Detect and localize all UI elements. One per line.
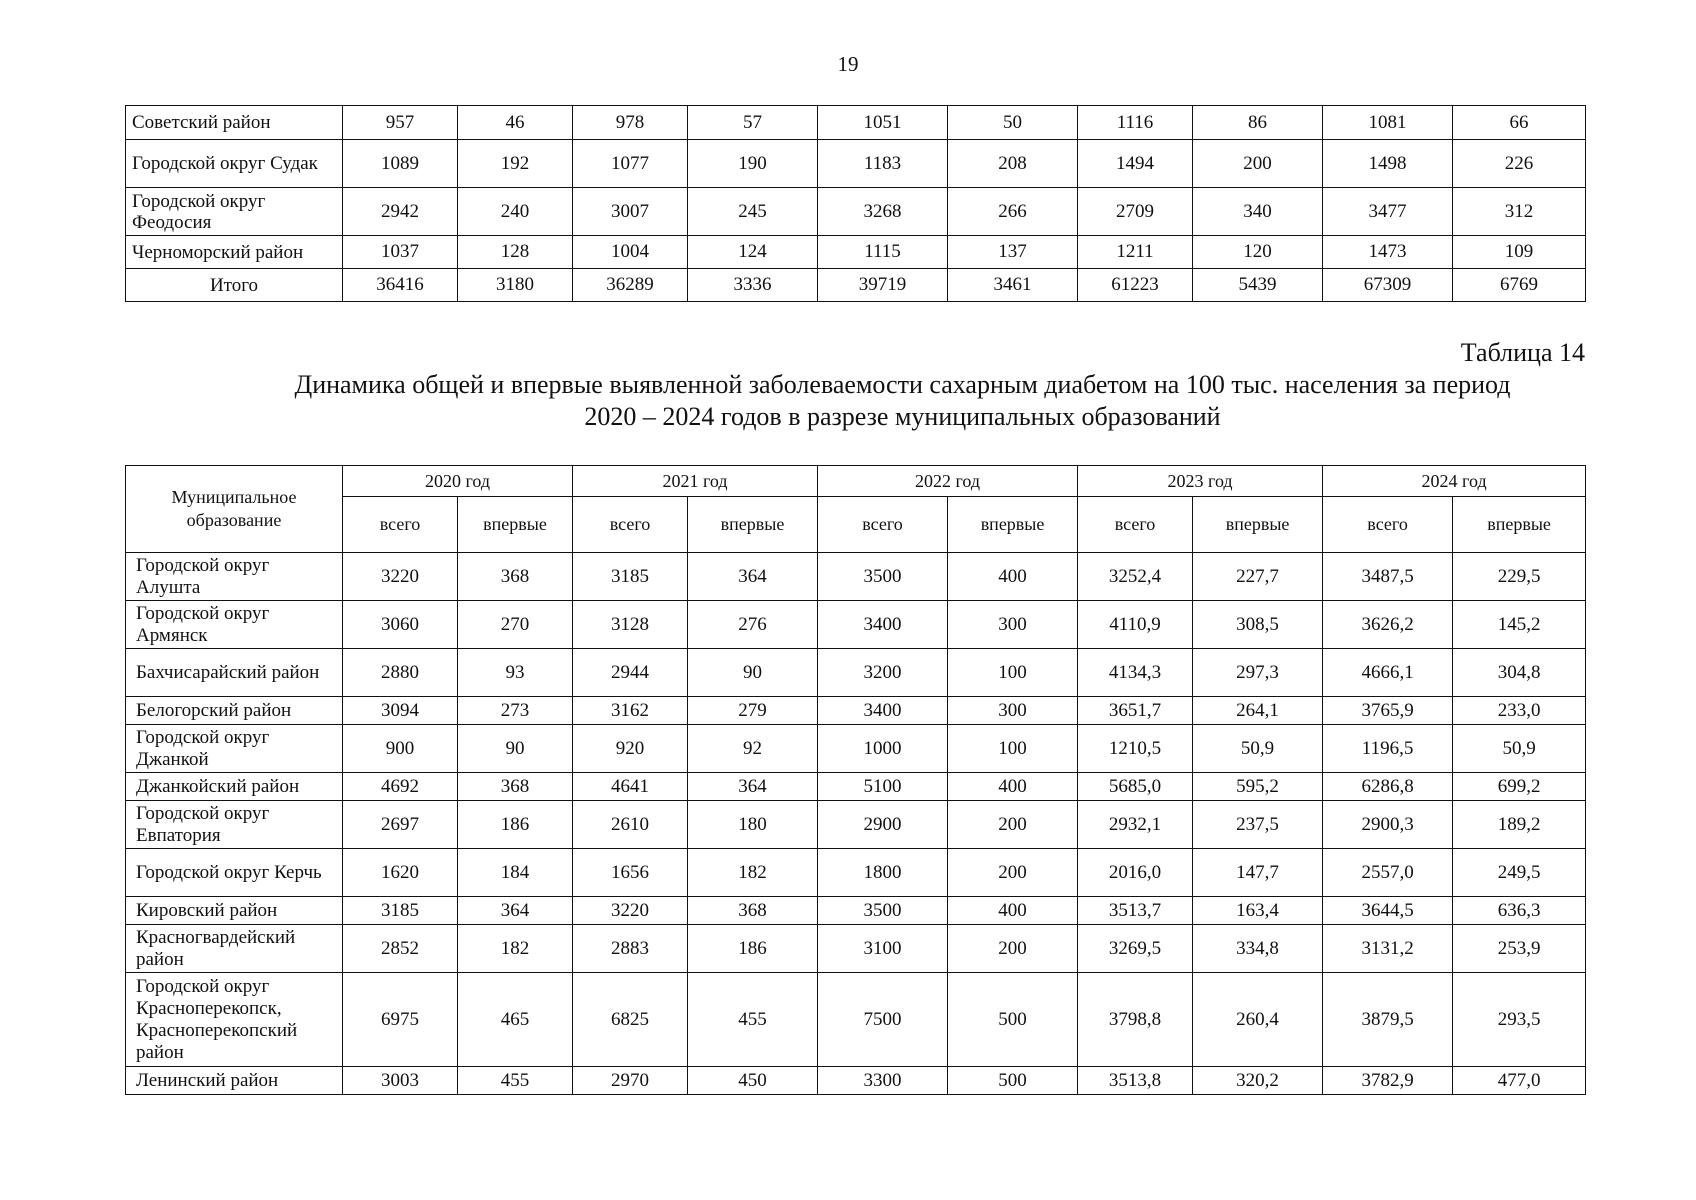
column-header-year: 2023 год [1078, 466, 1323, 497]
cell: 957 [343, 106, 458, 140]
cell: 1473 [1323, 236, 1453, 269]
cell: 233,0 [1453, 697, 1586, 725]
row-name: Городской округ Армянск [126, 601, 343, 649]
cell: 1498 [1323, 140, 1453, 188]
cell: 2900,3 [1323, 801, 1453, 849]
cell: 36289 [573, 269, 688, 302]
cell: 182 [688, 849, 818, 897]
cell: 1494 [1078, 140, 1193, 188]
cell: 253,9 [1453, 925, 1586, 973]
cell: 364 [688, 553, 818, 601]
cell: 264,1 [1193, 697, 1323, 725]
cell: 66 [1453, 106, 1586, 140]
cell: 1620 [343, 849, 458, 897]
cell: 90 [688, 649, 818, 697]
cell: 1800 [818, 849, 948, 897]
cell: 200 [1193, 140, 1323, 188]
row-name: Городской округ Джанкой [126, 725, 343, 773]
cell: 699,2 [1453, 773, 1586, 801]
cell: 245 [688, 188, 818, 236]
cell: 109 [1453, 236, 1586, 269]
cell: 6286,8 [1323, 773, 1453, 801]
cell: 1211 [1078, 236, 1193, 269]
column-header-total: всего [1078, 497, 1193, 553]
table-row [126, 697, 1586, 725]
cell: 145,2 [1453, 601, 1586, 649]
cell: 3100 [818, 925, 948, 973]
column-header-year: 2021 год [573, 466, 818, 497]
column-header-total: всего [343, 497, 458, 553]
table-row [126, 973, 1586, 1067]
cell: 1037 [343, 236, 458, 269]
cell: 7500 [818, 973, 948, 1067]
cell: 3513,7 [1078, 897, 1193, 925]
cell: 260,4 [1193, 973, 1323, 1067]
table-row [126, 849, 1586, 897]
cell: 190 [688, 140, 818, 188]
row-name: Итого [126, 269, 343, 302]
cell: 208 [948, 140, 1078, 188]
cell: 636,3 [1453, 897, 1586, 925]
cell: 4692 [343, 773, 458, 801]
cell: 4666,1 [1323, 649, 1453, 697]
cell: 180 [688, 801, 818, 849]
row-name: Советский район [126, 106, 343, 140]
cell: 1081 [1323, 106, 1453, 140]
cell: 3131,2 [1323, 925, 1453, 973]
cell: 3094 [343, 697, 458, 725]
cell: 189,2 [1453, 801, 1586, 849]
cell: 3300 [818, 1067, 948, 1095]
cell: 1210,5 [1078, 725, 1193, 773]
cell: 4110,9 [1078, 601, 1193, 649]
cell: 978 [573, 106, 688, 140]
cell: 3220 [343, 553, 458, 601]
cell: 300 [948, 697, 1078, 725]
table-label: Таблица 14 [1460, 338, 1585, 367]
cell: 3400 [818, 697, 948, 725]
cell: 86 [1193, 106, 1323, 140]
cell: 6825 [573, 973, 688, 1067]
cell: 227,7 [1193, 553, 1323, 601]
cell: 3220 [573, 897, 688, 925]
cell: 6975 [343, 973, 458, 1067]
cell: 3128 [573, 601, 688, 649]
cell: 182 [458, 925, 573, 973]
cell: 2610 [573, 801, 688, 849]
cell: 400 [948, 773, 1078, 801]
cell: 3644,5 [1323, 897, 1453, 925]
cell: 3461 [948, 269, 1078, 302]
cell: 1115 [818, 236, 948, 269]
cell: 3252,4 [1078, 553, 1193, 601]
cell: 100 [948, 649, 1078, 697]
cell: 192 [458, 140, 573, 188]
header-row [126, 497, 1586, 553]
cell: 2970 [573, 1067, 688, 1095]
cell: 279 [688, 697, 818, 725]
cell: 3185 [343, 897, 458, 925]
cell: 2944 [573, 649, 688, 697]
cell: 61223 [1078, 269, 1193, 302]
cell: 200 [948, 801, 1078, 849]
table-row [126, 1067, 1586, 1095]
cell: 5439 [1193, 269, 1323, 302]
column-header-total: всего [818, 497, 948, 553]
cell: 50 [948, 106, 1078, 140]
cell: 1051 [818, 106, 948, 140]
table-row [126, 188, 1586, 236]
cell: 93 [458, 649, 573, 697]
table-row [126, 897, 1586, 925]
cell: 297,3 [1193, 649, 1323, 697]
cell: 368 [458, 773, 573, 801]
cell: 368 [688, 897, 818, 925]
cell: 186 [458, 801, 573, 849]
column-header-first: впервые [458, 497, 573, 553]
table-title-line: 2020 – 2024 годов в разрезе муниципальных образований [584, 402, 1221, 431]
cell: 1004 [573, 236, 688, 269]
cell: 2016,0 [1078, 849, 1193, 897]
page-number: 19 [837, 52, 859, 76]
cell: 450 [688, 1067, 818, 1095]
cell: 3782,9 [1323, 1067, 1453, 1095]
cell: 364 [458, 897, 573, 925]
cell: 3879,5 [1323, 973, 1453, 1067]
table-row [126, 236, 1586, 269]
cell: 200 [948, 925, 1078, 973]
cell: 3060 [343, 601, 458, 649]
cell: 320,2 [1193, 1067, 1323, 1095]
cell: 455 [688, 973, 818, 1067]
table-row [126, 601, 1586, 649]
cell: 500 [948, 1067, 1078, 1095]
cell: 3162 [573, 697, 688, 725]
cell: 3651,7 [1078, 697, 1193, 725]
cell: 340 [1193, 188, 1323, 236]
cell: 2883 [573, 925, 688, 973]
cell: 293,5 [1453, 973, 1586, 1067]
cell: 3180 [458, 269, 573, 302]
cell: 5685,0 [1078, 773, 1193, 801]
column-header-year: 2024 год [1323, 466, 1586, 497]
cell: 4134,3 [1078, 649, 1193, 697]
row-name: Красногвардейский район [126, 925, 343, 973]
column-header-first: впервые [948, 497, 1078, 553]
cell: 3500 [818, 897, 948, 925]
cell: 237,5 [1193, 801, 1323, 849]
cell: 240 [458, 188, 573, 236]
table-row [126, 773, 1586, 801]
cell: 3513,8 [1078, 1067, 1193, 1095]
cell: 1196,5 [1323, 725, 1453, 773]
cell: 229,5 [1453, 553, 1586, 601]
table-row [126, 649, 1586, 697]
table-row [126, 140, 1586, 188]
cell: 308,5 [1193, 601, 1323, 649]
table-title [230, 369, 1575, 433]
cell: 1089 [343, 140, 458, 188]
cell: 2942 [343, 188, 458, 236]
cell: 3269,5 [1078, 925, 1193, 973]
row-name: Белогорский район [126, 697, 343, 725]
row-name: Джанкойский район [126, 773, 343, 801]
cell: 2900 [818, 801, 948, 849]
cell: 364 [688, 773, 818, 801]
cell: 334,8 [1193, 925, 1323, 973]
row-name: Городской округ Алушта [126, 553, 343, 601]
cell: 137 [948, 236, 1078, 269]
cell: 163,4 [1193, 897, 1323, 925]
cell: 50,9 [1453, 725, 1586, 773]
cell: 304,8 [1453, 649, 1586, 697]
cell: 3626,2 [1323, 601, 1453, 649]
cell: 270 [458, 601, 573, 649]
cell: 455 [458, 1067, 573, 1095]
cell: 5100 [818, 773, 948, 801]
cell: 1077 [573, 140, 688, 188]
cell: 3765,9 [1323, 697, 1453, 725]
cell: 477,0 [1453, 1067, 1586, 1095]
cell: 46 [458, 106, 573, 140]
row-name: Городской округ Керчь [126, 849, 343, 897]
cell: 124 [688, 236, 818, 269]
column-header-total: всего [573, 497, 688, 553]
table-row [126, 553, 1586, 601]
cell: 400 [948, 897, 1078, 925]
cell: 6769 [1453, 269, 1586, 302]
cell: 368 [458, 553, 573, 601]
cell: 3500 [818, 553, 948, 601]
cell: 147,7 [1193, 849, 1323, 897]
row-name: Ленинский район [126, 1067, 343, 1095]
cell: 273 [458, 697, 573, 725]
table-row [126, 925, 1586, 973]
cell: 92 [688, 725, 818, 773]
cell: 900 [343, 725, 458, 773]
row-name: Черноморский район [126, 236, 343, 269]
cell: 465 [458, 973, 573, 1067]
row-name: Кировский район [126, 897, 343, 925]
cell: 4641 [573, 773, 688, 801]
cell: 2709 [1078, 188, 1193, 236]
cell: 3185 [573, 553, 688, 601]
cell: 120 [1193, 236, 1323, 269]
cell: 2932,1 [1078, 801, 1193, 849]
cell: 200 [948, 849, 1078, 897]
cell: 3003 [343, 1067, 458, 1095]
table-row [126, 801, 1586, 849]
cell: 67309 [1323, 269, 1453, 302]
cell: 50,9 [1193, 725, 1323, 773]
cell: 3400 [818, 601, 948, 649]
cell: 3487,5 [1323, 553, 1453, 601]
cell: 1000 [818, 725, 948, 773]
column-header-first: впервые [1453, 497, 1586, 553]
row-name: Городской округ Судак [126, 140, 343, 188]
row-name: Городской округ Евпатория [126, 801, 343, 849]
cell: 90 [458, 725, 573, 773]
column-header-year: 2020 год [343, 466, 573, 497]
cell: 186 [688, 925, 818, 973]
cell: 2880 [343, 649, 458, 697]
cell: 100 [948, 725, 1078, 773]
table-row [126, 725, 1586, 773]
cell: 276 [688, 601, 818, 649]
cell: 39719 [818, 269, 948, 302]
column-header-first: впервые [1193, 497, 1323, 553]
cell: 920 [573, 725, 688, 773]
cell: 312 [1453, 188, 1586, 236]
cell: 400 [948, 553, 1078, 601]
row-name: Бахчисарайский район [126, 649, 343, 697]
table-title-line: Динамика общей и впервые выявленной заболеваемости сахарным диабетом на 100 тыс. населения за период [294, 370, 1511, 399]
cell: 300 [948, 601, 1078, 649]
cell: 3268 [818, 188, 948, 236]
cell: 3798,8 [1078, 973, 1193, 1067]
table-row [126, 106, 1586, 140]
cell: 595,2 [1193, 773, 1323, 801]
continued-table [125, 105, 1586, 302]
cell: 2852 [343, 925, 458, 973]
cell: 226 [1453, 140, 1586, 188]
cell: 249,5 [1453, 849, 1586, 897]
column-header-first: впервые [688, 497, 818, 553]
header-row [126, 466, 1586, 497]
cell: 500 [948, 973, 1078, 1067]
cell: 2557,0 [1323, 849, 1453, 897]
column-header-year: 2022 год [818, 466, 1078, 497]
total-row [126, 269, 1586, 302]
cell: 3200 [818, 649, 948, 697]
column-header-total: всего [1323, 497, 1453, 553]
cell: 2697 [343, 801, 458, 849]
cell: 3336 [688, 269, 818, 302]
cell: 1656 [573, 849, 688, 897]
diabetes-incidence-table [125, 465, 1586, 1095]
cell: 184 [458, 849, 573, 897]
cell: 3477 [1323, 188, 1453, 236]
cell: 266 [948, 188, 1078, 236]
cell: 57 [688, 106, 818, 140]
column-header-municipality: Муниципальное образование [126, 466, 343, 553]
cell: 36416 [343, 269, 458, 302]
cell: 3007 [573, 188, 688, 236]
cell: 1183 [818, 140, 948, 188]
row-name: Городской округ Феодосия [126, 188, 343, 236]
cell: 128 [458, 236, 573, 269]
row-name: Городской округ Красноперекопск, Красноперекопский район [126, 973, 343, 1067]
cell: 1116 [1078, 106, 1193, 140]
